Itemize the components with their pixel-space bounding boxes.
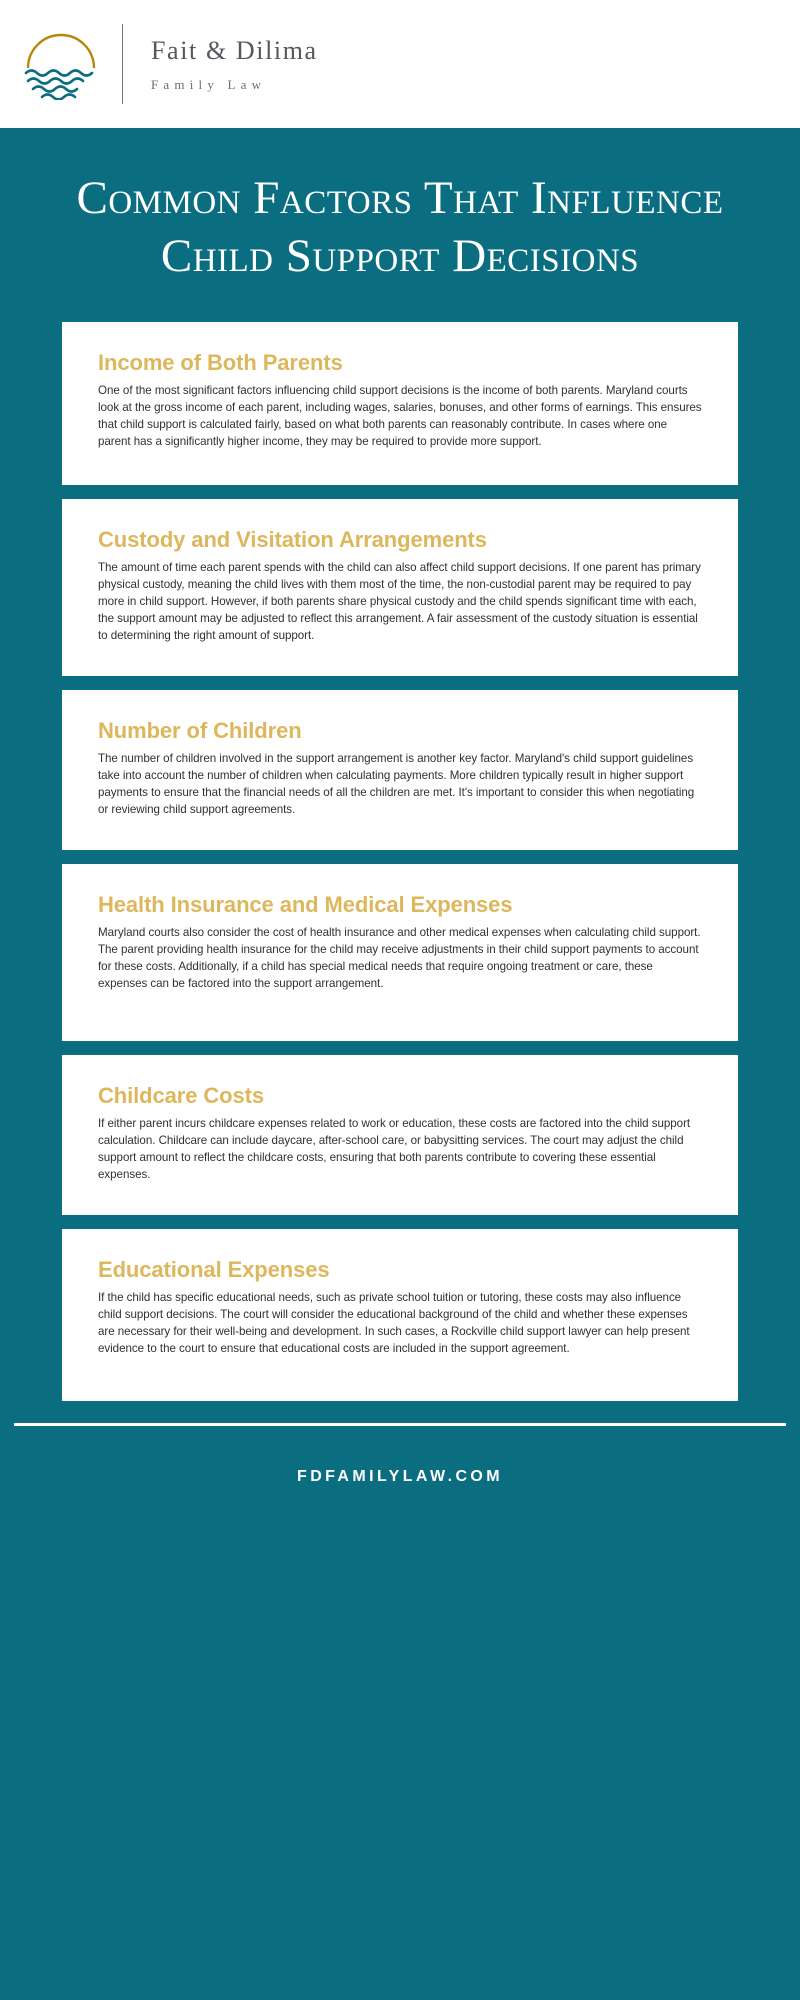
factor-card — [62, 322, 738, 485]
factor-card-heading: Health Insurance and Medical Expenses — [98, 891, 513, 917]
footer-bar — [14, 1426, 786, 1528]
footer — [0, 1423, 800, 1528]
brand-header — [0, 0, 800, 128]
brand-lockup — [151, 35, 318, 93]
factor-card — [62, 690, 738, 850]
factor-card-heading: Childcare Costs — [98, 1082, 264, 1108]
logo-divider — [122, 24, 123, 104]
factor-card-heading: Educational Expenses — [98, 1256, 330, 1282]
factor-card-body: If the child has specific educational needs, such as private school tuition or tutoring, these costs may also influence child support decisions. The court will consider the educational background of the child and whether these expenses are necessary for their well-being and development. In such cases, a Rockville child support lawyer can help present evidence to the court to ensure that educational costs are included in the support agreement. — [98, 1291, 690, 1356]
factor-card-body: The amount of time each parent spends with the child can also affect child support decisions. If one parent has primary physical custody, meaning the child lives with them most of the time, the non-custodial parent may be required to pay more in child support. However, if both parents share physical custody and the child spends significant time with each, the support amount may be adjusted to reflect this arrangement. A fair assessment of the custody situation is essential to determining the right amount of support. — [98, 561, 701, 643]
factor-card-heading: Custody and Visitation Arrangements — [98, 526, 487, 552]
factor-card-heading: Income of Both Parents — [98, 349, 343, 375]
factor-card — [62, 1229, 738, 1401]
sunrise-over-waves-icon — [22, 28, 100, 100]
factor-card-list — [0, 286, 800, 1401]
infographic-body — [0, 128, 800, 2000]
website-link[interactable]: FDFAMILYLAW.COM — [297, 1467, 503, 1485]
factor-card-body: The number of children involved in the support arrangement is another key factor. Maryland's child support guidelines take into account the number of children when calculating payments. More children typically result in higher support payments to ensure that the financial needs of all the children are met. It's important to consider this when negotiating or reviewing child support agreements. — [98, 752, 695, 817]
factor-card — [62, 1055, 738, 1215]
factor-card-heading: Number of Children — [98, 717, 302, 743]
factor-card — [62, 499, 738, 676]
brand-name: Fait & Dilima — [151, 36, 318, 66]
factor-card — [62, 864, 738, 1041]
brand-tagline: Family Law — [151, 76, 267, 92]
page-title: Common Factors That Influence Child Support Decisions — [76, 172, 724, 282]
factor-card-body: Maryland courts also consider the cost of health insurance and other medical expenses when calculating child support. The parent providing health insurance for the child may receive adjustments in their child support payments to account for these costs. Additionally, if a child has special medical needs that require ongoing treatment or care, these expenses can be factored into the support arrangement. — [98, 926, 701, 991]
factor-card-body: If either parent incurs childcare expenses related to work or education, these costs are factored into the child support calculation. Childcare can include daycare, after-school care, or babysitting services. The court may adjust the child support amount to reflect the childcare costs, ensuring that both parents contribute to covering these essential expenses. — [98, 1117, 691, 1182]
factor-card-body: One of the most significant factors influencing child support decisions is the income of both parents. Maryland courts look at the gross income of each parent, including wages, salaries, bonuses, and other forms of earnings. This ensures that child support is calculated fairly, based on what both parents can reasonably contribute. In cases where one parent has a significantly higher income, they may be required to provide more support. — [98, 384, 702, 449]
